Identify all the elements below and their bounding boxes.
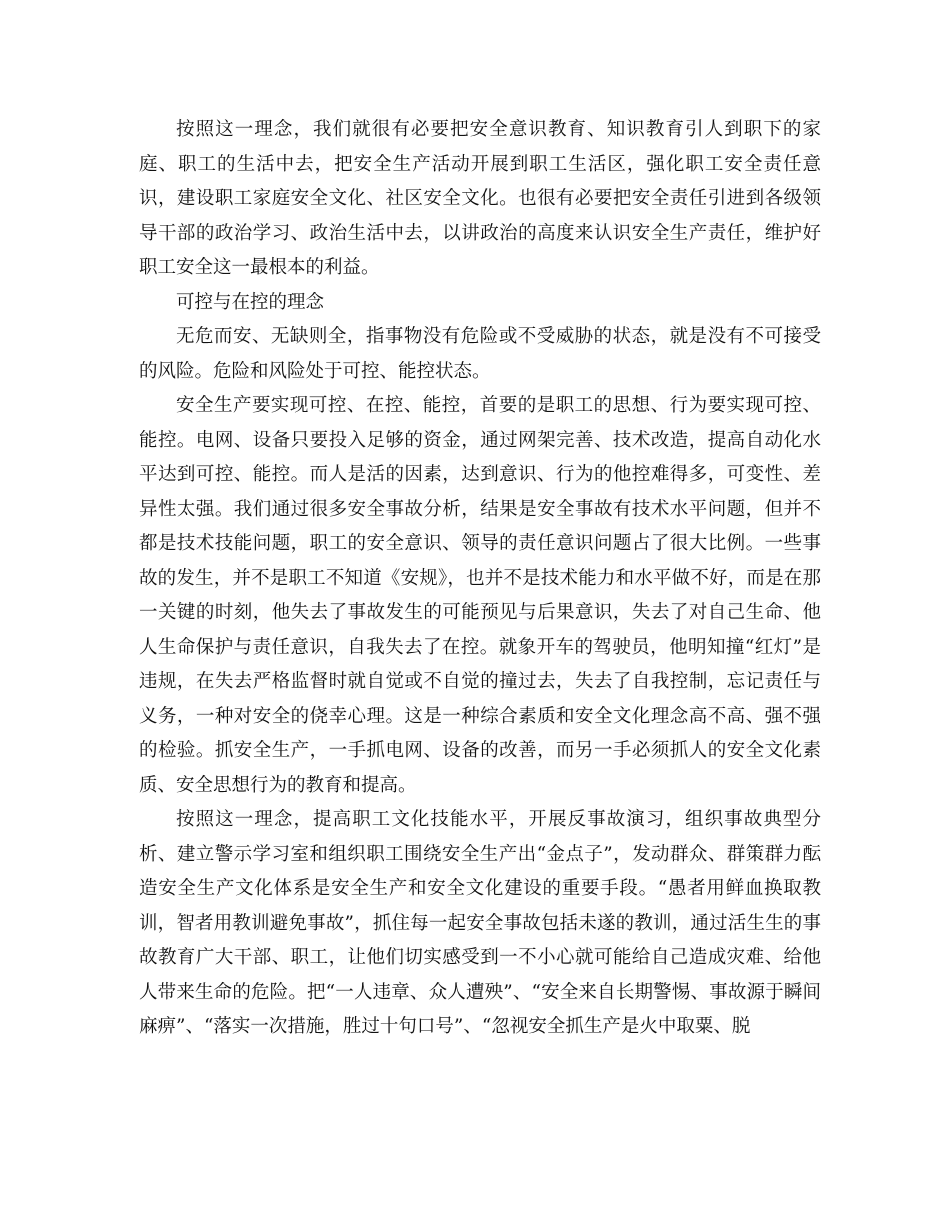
paragraph-3: 安全生产要实现可控、在控、能控，首要的是职工的思想、行为要实现可控、能控。电网、设备只要投入足够的资金，通过网架完善、技术改造，提高自动化水平达到可控、能控。而人是活的因素，达到意识、行为的他控难得多，可变性、差异性太强。我们通过很多安全事故分析，结果是安全事故有技术水平问题，但并不都是技术技能问题，职工的安全意识、领导的责任意识问题占了很大比例。一些事故的发生，并不是职工不知道《安规》，也并不是技术能力和水平做不好，而是在那一关键的时刻，他失去了事故发生的可能预见与后果意识，失去了对自己生命、他人生命保护与责任意识，自我失去了在控。就象开车的驾驶员，他明知撞“红灯”是违规，在失去严格监督时就自觉或不自觉的撞过去，失去了自我控制，忘记责任与义务，一种对安全的侥幸心理。这是一种综合素质和安全文化理念高不高、强不强的检验。抓安全生产，一手抓电网、设备的改善，而另一手必须抓人的安全文化素质、安全思想行为的教育和提高。 bbox=[139, 395, 821, 796]
paragraph-1: 按照这一理念，我们就很有必要把安全意识教育、知识教育引人到职下的家庭、职工的生活中去，把安全生产活动开展到职工生活区，强化职工安全责任意识，建设职工家庭安全文化、社区安全文化。也很有必要把安全责任引进到各级领导干部的政治学习、政治生活中去，以讲政治的高度来认识安全生产责任，维护好职工安全这一最根本的利益。 bbox=[139, 119, 821, 278]
document-body bbox=[139, 113, 821, 1045]
paragraph-4: 按照这一理念，提高职工文化技能水平，开展反事故演习，组织事故典型分析、建立警示学习室和组织职工围绕安全生产出“金点子”，发动群众、群策群力酝造安全生产文化体系是安全生产和安全文化建设的重要手段。“愚者用鲜血换取教训，智者用教训避免事故”，抓住每一起安全事故包括未遂的教训，通过活生生的事故教育广大干部、职工，让他们切实感受到一不小心就可能给自己造成灾难、给他人带来生命的危险。把“一人违章、众人遭殃”、“安全来自长期警惕、事故源于瞬间麻痹”、“落实一次措施，胜过十句口号”、“忽视安全抓生产是火中取粟、脱 bbox=[139, 809, 821, 1037]
section-heading: 可控与在控的理念 bbox=[176, 291, 325, 313]
paragraph-2: 无危而安、无缺则全，指事物没有危险或不受威胁的状态，就是没有不可接受的风险。危险和风险处于可控、能控状态。 bbox=[139, 326, 821, 382]
